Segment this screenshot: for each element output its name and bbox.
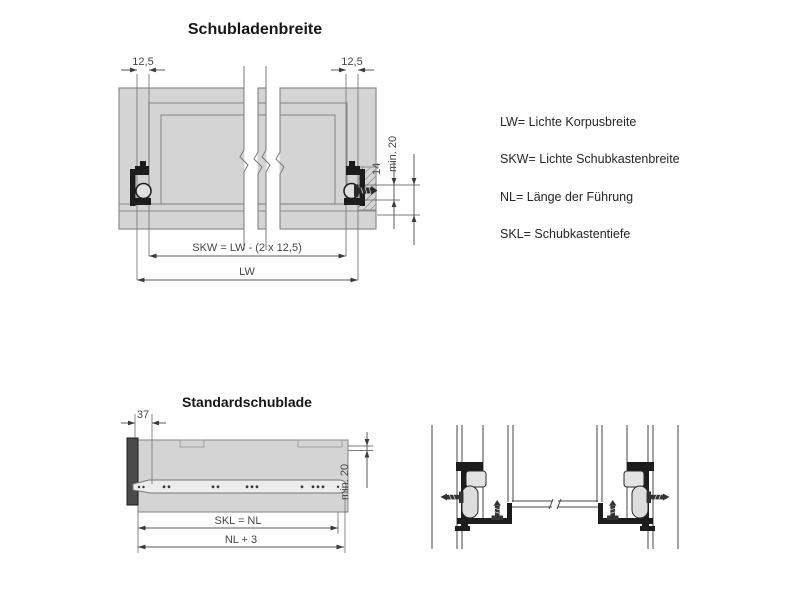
- side-screw-icon: [441, 492, 464, 504]
- dim-skl-formula: SKL = NL: [214, 515, 262, 527]
- runner-cross-section-diagram: [432, 425, 678, 549]
- legend-item-skl: SKL= Schubkastentiefe: [500, 227, 631, 241]
- dim-side-clearance-right: 12,5: [341, 56, 363, 68]
- legend-item-lw: LW= Lichte Korpusbreite: [500, 115, 637, 129]
- dim-side-clearance-left: 12,5: [132, 56, 154, 68]
- cross-section-right-side: [597, 425, 678, 549]
- dim-front-offset: 37: [136, 409, 150, 421]
- standard-drawer-title: Standardschublade: [182, 394, 312, 410]
- dim-min-top-clearance-side: min. 20: [339, 463, 351, 500]
- legend-item-skw: SKW= Lichte Schubkastenbreite: [500, 152, 680, 166]
- legend-item-nl: NL= Länge der Führung: [500, 190, 634, 204]
- dim-runner-height: 14: [371, 162, 383, 175]
- standard-drawer-diagram: [121, 414, 373, 553]
- drawer-bottom-panel: [512, 499, 598, 509]
- runner-rail: [133, 480, 346, 493]
- dim-min-top-clearance: min. 20: [387, 135, 399, 172]
- dim-skw-formula: SKW = LW - (2 x 12,5): [192, 242, 302, 254]
- dim-lw: LW: [239, 266, 255, 278]
- bottom-screw-icon: [492, 500, 504, 520]
- cross-section-left-side: [432, 425, 513, 549]
- drawer-width-title: Schubladenbreite: [187, 21, 323, 38]
- drawer-front-panel: [127, 438, 138, 505]
- dim-nl-formula: NL + 3: [224, 534, 258, 546]
